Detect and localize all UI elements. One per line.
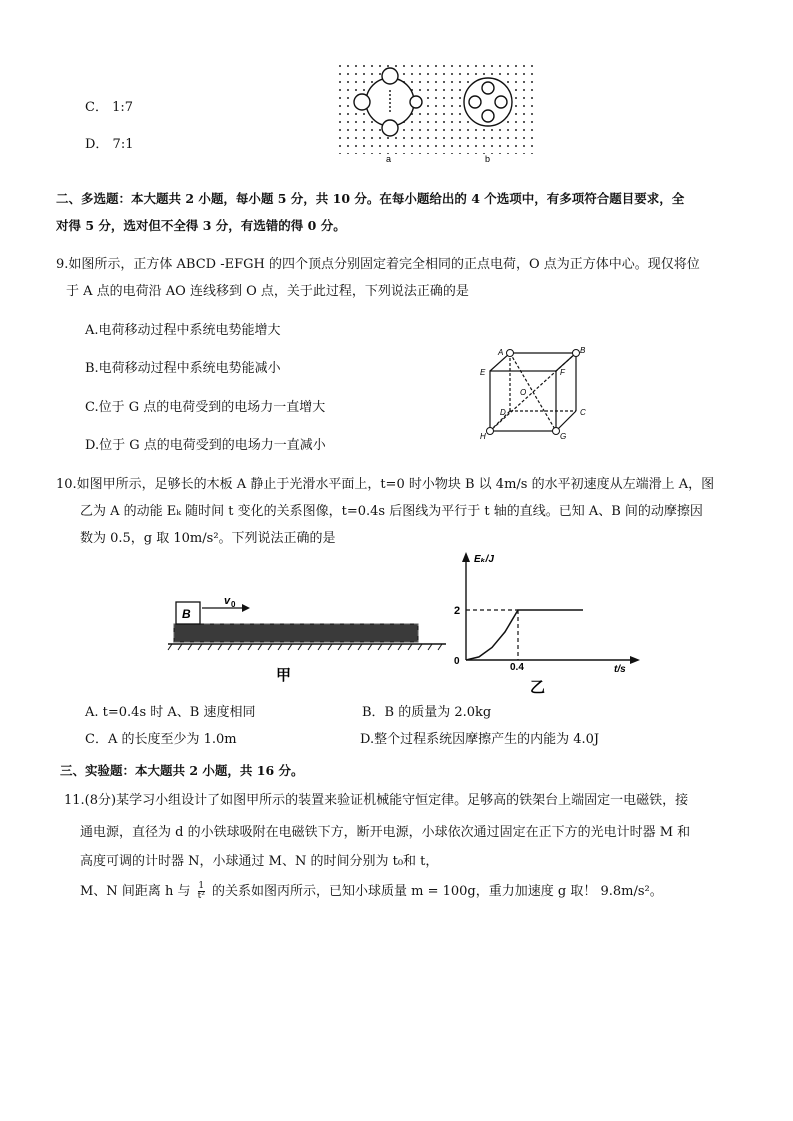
ek-curve (466, 610, 583, 660)
chart-xlabel: t/s (614, 664, 626, 675)
caption-jia: 甲 (276, 667, 292, 684)
velocity-sub: 0 (231, 600, 236, 609)
x-axis-arrow (630, 656, 640, 664)
ek-time-chart (446, 548, 646, 698)
cube-label-f: F (560, 368, 565, 377)
q9-option-a: A.电荷移动过程中系统电势能增大 (85, 323, 281, 338)
q10-line2: 乙为 A 的动能 Eₖ 随时间 t 变化的关系图像，t=0.4s 后图线为平行于 t 轴的直线。已知 A、B 间的动摩擦因 (80, 504, 703, 519)
q11-line4 (80, 882, 663, 901)
fraction (198, 882, 205, 901)
figure-b (464, 78, 512, 126)
chart-ylabel: Eₖ/J (474, 554, 494, 565)
q10-option-c: C．A 的长度至少为 1.0m (85, 732, 237, 747)
figure-b-label: b (485, 154, 491, 164)
cube-label-b: B (580, 346, 586, 355)
board-a (174, 624, 418, 642)
q11-line1: 11.(8分)某学习小组设计了如图甲所示的装置来验证机械能守恒定律。足够高的铁架台上端固定一电磁铁，接 (64, 793, 689, 808)
q11-line3: 高度可调的计时器 N，小球通过 M、N 的时间分别为 t₀和 t， (80, 854, 439, 869)
q9-option-d: D.位于 G 点的电荷受到的电场力一直减小 (85, 438, 326, 453)
cube-label-d: D (500, 408, 506, 417)
cube-label-g: G (560, 432, 567, 441)
section3-title: 三、实验题：本大题共 2 小题，共 16 分。 (60, 763, 304, 778)
figure-jia (168, 590, 448, 690)
q11-line2: 通电源，直径为 d 的小铁球吸附在电磁铁下方，断开电源，小球依次通过固定在正下方的光电计时器 M 和 (80, 825, 691, 840)
chart-origin: 0 (454, 656, 460, 667)
cube-label-o: O (520, 388, 527, 397)
cube-figure (478, 345, 598, 445)
caption-yi: 乙 (530, 679, 546, 696)
figure-a-label: a (386, 154, 392, 164)
q10-option-a: A. t=0.4s 时 A、B 速度相同 (85, 705, 256, 720)
block-b-label: B (182, 607, 191, 621)
q11-line4-end: 的关系如图丙所示，已知小球质量 m = 100g，重力加速度 g 取！ 9.8m/s²。 (211, 884, 663, 899)
cube-label-c: C (580, 408, 586, 417)
fraction-denominator: t² (197, 891, 205, 901)
cube-label-h: H (480, 432, 486, 441)
q9-line1: 9.如图所示，正方体 ABCD -EFGH 的四个顶点分别固定着完全相同的正点电荷，O 点为正方体中心。现仅将位 (56, 257, 700, 272)
magnetic-field-figure (338, 64, 538, 164)
q10-line3: 数为 0.5，g 取 10m/s²。下列说法正确的是 (80, 531, 336, 546)
q10-option-b: B．B 的质量为 2.0kg (362, 705, 492, 720)
chart-x-tick: 0.4 (510, 662, 524, 673)
cube-label-a: A (498, 348, 504, 357)
y-axis-arrow (462, 552, 470, 562)
velocity-label: v (224, 595, 231, 607)
section2-line2: 对得 5 分，选对但不全得 3 分，有选错的得 0 分。 (56, 218, 346, 233)
q10-option-d: D.整个过程系统因摩擦产生的内能为 4.0J (360, 732, 600, 747)
option-d: D． 7:1 (85, 137, 134, 152)
section2-line1: 二、多选题：本大题共 2 小题，每小题 5 分，共 10 分。在每小题给出的 4 个选项中，有多项符合题目要求，全 (56, 191, 685, 206)
q9-line2: 于 A 点的电荷沿 AO 连线移到 O 点，关于此过程，下列说法正确的是 (66, 284, 469, 299)
cube-label-e: E (480, 368, 486, 377)
q10-line1: 10.如图甲所示，足够长的木板 A 静止于光滑水平面上，t=0 时小物块 B 以 4m/s 的水平初速度从左端滑上 A，图 (56, 477, 715, 492)
option-c: C． 1:7 (85, 100, 134, 115)
chart-y-tick: 2 (454, 605, 461, 617)
q11-line4-start: M、N 间距离 h 与 (80, 884, 191, 899)
q9-option-c: C.位于 G 点的电荷受到的电场力一直增大 (85, 400, 326, 415)
fraction-numerator: 1 (198, 881, 205, 891)
q9-option-b: B.电荷移动过程中系统电势能减小 (85, 361, 281, 376)
